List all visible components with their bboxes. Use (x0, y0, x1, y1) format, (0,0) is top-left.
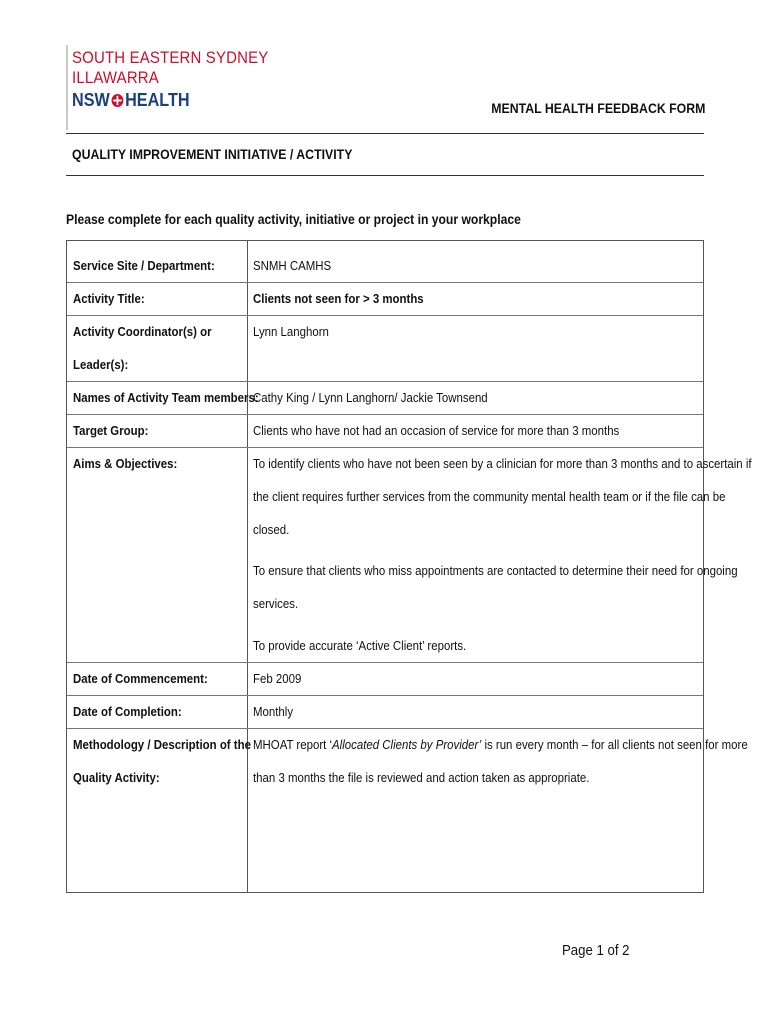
health-text: HEALTH (125, 90, 190, 110)
coordinator-value: Lynn Langhorn (253, 324, 329, 339)
header-rule (66, 133, 704, 134)
report-name: Allocated Clients by Provider’ (332, 737, 482, 752)
nsw-text: NSW (72, 90, 110, 110)
methodology-text: is run every month – for all clients not seen for more (481, 737, 748, 752)
team-members-value: Cathy King / Lynn Langhorn/ Jackie Townsend (253, 390, 488, 405)
org-name-line-2: ILLAWARRA (72, 68, 159, 87)
activity-title-label: Activity Title: (73, 291, 145, 306)
activity-form-table (66, 240, 752, 893)
aims-label: Aims & Objectives: (73, 456, 178, 471)
service-site-value: SNMH CAMHS (253, 258, 332, 273)
aims-line: the client requires further services from the community mental health team or if the file can be (253, 489, 726, 504)
methodology-line-2: than 3 months the file is reviewed and action taken as appropriate. (253, 770, 590, 785)
activity-title-value: Clients not seen for > 3 months (253, 291, 424, 306)
service-site-label: Service Site / Department: (73, 258, 215, 273)
methodology-text: MHOAT report ‘ (253, 737, 333, 752)
waratah-icon (111, 93, 125, 108)
methodology-label-line-2: Quality Activity: (73, 770, 160, 785)
form-subtitle: QUALITY IMPROVEMENT INITIATIVE / ACTIVITY (72, 146, 353, 162)
coordinator-label-line-1: Activity Coordinator(s) or (73, 324, 212, 339)
instruction-text: Please complete for each quality activity, initiative or project in your workplace (66, 212, 521, 227)
team-members-label: Names of Activity Team members: (73, 390, 259, 405)
coordinator-label-line-2: Leader(s): (73, 357, 129, 372)
target-group-label: Target Group: (73, 423, 149, 438)
completion-value: Monthly (253, 704, 294, 719)
aims-line: To ensure that clients who miss appointments are contacted to determine their need for ongoing (253, 563, 738, 578)
page-number: Page 1 of 2 (562, 942, 630, 959)
commencement-label: Date of Commencement: (73, 671, 208, 686)
subtitle-rule (66, 175, 704, 176)
logo-divider (66, 45, 68, 130)
column-divider (247, 241, 248, 892)
methodology-line-1 (253, 728, 748, 761)
commencement-value: Feb 2009 (253, 671, 302, 686)
nsw-health-wordmark (72, 90, 273, 111)
methodology-label-line-1: Methodology / Description of the (73, 737, 251, 752)
aims-line: To identify clients who have not been seen by a clinician for more than 3 months and to ascertain if (253, 456, 752, 471)
organisation-logo (72, 48, 295, 111)
org-name-line-1: SOUTH EASTERN SYDNEY (72, 48, 269, 67)
aims-line: closed. (253, 522, 290, 537)
form-title: MENTAL HEALTH FEEDBACK FORM (490, 100, 705, 116)
target-group-value: Clients who have not had an occasion of service for more than 3 months (253, 423, 620, 438)
completion-label: Date of Completion: (73, 704, 182, 719)
aims-line: To provide accurate ‘Active Client’ reports. (253, 638, 467, 653)
aims-line: services. (253, 596, 299, 611)
